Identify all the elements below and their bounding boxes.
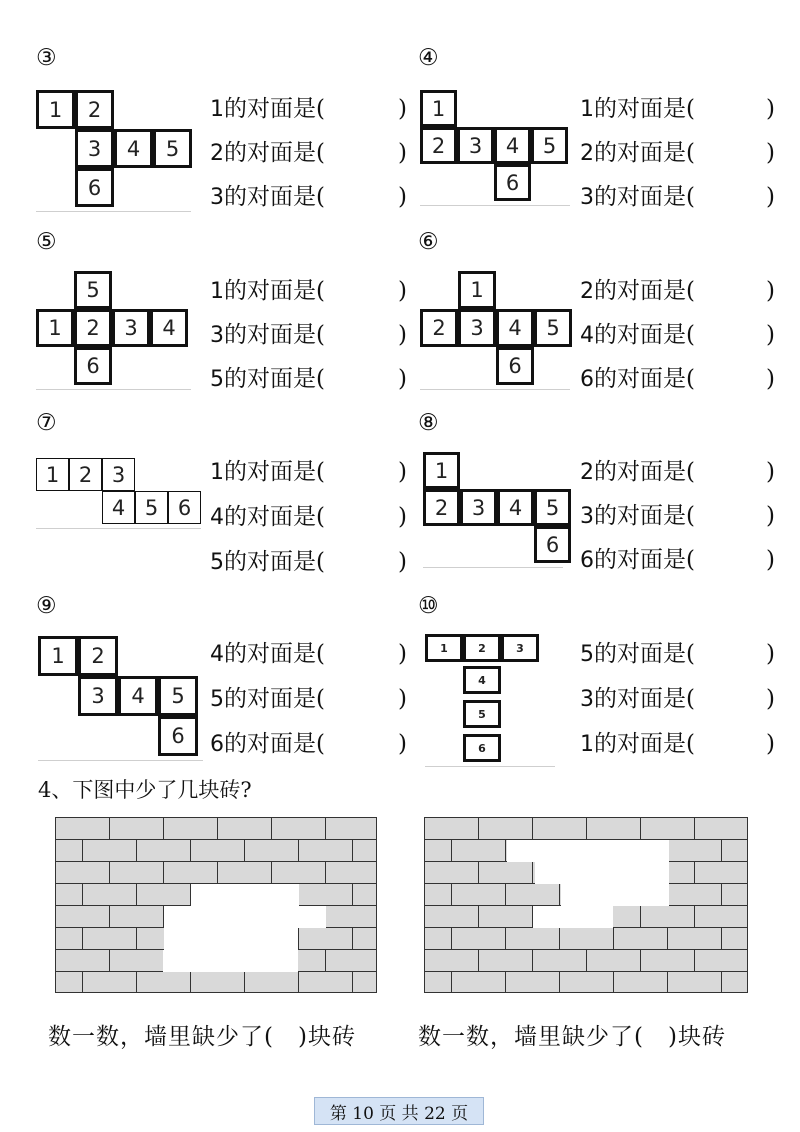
net-baseline (36, 528, 201, 529)
net-face: 2 (75, 90, 114, 129)
net-face: 6 (494, 164, 531, 201)
answer-blank-close[interactable]: ) (766, 322, 775, 348)
brick (722, 972, 748, 993)
question-text: 的对面是( (224, 504, 325, 530)
question-row (210, 549, 325, 576)
net-baseline (36, 211, 191, 212)
net-face: 6 (74, 347, 112, 385)
brick (641, 906, 695, 928)
face-number: 3 (580, 185, 594, 210)
net-face: 3 (460, 489, 497, 526)
brick (326, 950, 377, 972)
net-face: 1 (36, 90, 75, 129)
missing-bricks-gap (507, 840, 669, 862)
net-face: 3 (112, 309, 150, 347)
question-row (210, 366, 325, 393)
net-face: 3 (457, 127, 494, 164)
face-number: 2 (580, 460, 594, 485)
net-face: 4 (463, 666, 501, 694)
question-row (580, 503, 695, 530)
question-text: 的对面是( (594, 184, 695, 210)
net-face: 1 (36, 309, 74, 347)
brick (641, 950, 695, 972)
net-face: 1 (458, 271, 496, 309)
question-text: 的对面是( (224, 731, 325, 757)
net-face: 4 (118, 676, 158, 716)
answer-blank-close[interactable]: ) (398, 641, 407, 667)
missing-bricks-gap (164, 928, 298, 950)
answer-blank-close[interactable]: ) (398, 278, 407, 304)
brick (83, 928, 137, 950)
answer-blank-close[interactable]: ) (398, 504, 407, 530)
brick (272, 862, 326, 884)
brick (506, 972, 560, 993)
brick (560, 972, 614, 993)
brick (452, 840, 506, 862)
question-row (210, 731, 325, 758)
question-row (580, 322, 695, 349)
brick (110, 862, 164, 884)
question-text: 的对面是( (224, 96, 325, 122)
face-number: 1 (580, 97, 594, 122)
brick (55, 884, 83, 906)
face-number: 1 (580, 732, 594, 757)
brick (353, 972, 377, 993)
question-row (580, 731, 695, 758)
net-face: 4 (102, 491, 135, 524)
missing-bricks-gap (191, 884, 299, 906)
brick (695, 862, 748, 884)
face-number: 2 (580, 141, 594, 166)
missing-bricks-gap (533, 906, 613, 928)
brick (299, 840, 353, 862)
brick (110, 950, 164, 972)
question-row (210, 184, 325, 211)
brick (587, 818, 641, 840)
net-face: 1 (423, 452, 460, 489)
question-row (580, 366, 695, 393)
brick (353, 840, 377, 862)
face-number: 5 (580, 642, 594, 667)
wall-left-prompt: 数一数，墙里缺少了( )块砖 (48, 1024, 356, 1050)
brick (83, 840, 137, 862)
net-face: 3 (78, 676, 118, 716)
brick-wall-right (424, 817, 748, 993)
brick (137, 884, 191, 906)
brick (191, 840, 245, 862)
answer-blank-close[interactable]: ) (766, 731, 775, 757)
brick (668, 884, 722, 906)
brick (326, 818, 377, 840)
net-face: 6 (496, 347, 534, 385)
brick (614, 972, 668, 993)
face-number: 1 (210, 97, 224, 122)
brick (425, 950, 479, 972)
question-text: 的对面是( (594, 547, 695, 573)
question-row (210, 96, 325, 123)
brick (56, 950, 110, 972)
brick (110, 906, 164, 928)
brick (668, 928, 722, 950)
brick (479, 906, 533, 928)
net-face: 6 (534, 526, 571, 563)
answer-blank-close[interactable]: ) (398, 96, 407, 122)
missing-bricks-gap (535, 862, 669, 884)
missing-bricks-gap (164, 906, 326, 928)
question-row (580, 96, 695, 123)
net-face: 2 (420, 127, 457, 164)
answer-blank-close[interactable]: ) (766, 96, 775, 122)
net-face: 3 (458, 309, 496, 347)
problem-number-p5: ⑤ (36, 229, 57, 255)
brick (110, 818, 164, 840)
face-number: 2 (580, 279, 594, 304)
face-number: 5 (210, 550, 224, 575)
brick (218, 862, 272, 884)
question-text: 的对面是( (224, 686, 325, 712)
section-4-title: 4、下图中少了几块砖? (38, 778, 252, 802)
face-number: 1 (210, 279, 224, 304)
answer-blank-close[interactable]: ) (766, 686, 775, 712)
brick (424, 884, 452, 906)
question-text: 的对面是( (224, 459, 325, 485)
brick (452, 928, 506, 950)
answer-blank-close[interactable]: ) (766, 366, 775, 392)
brick (218, 818, 272, 840)
question-text: 的对面是( (224, 140, 325, 166)
question-row (210, 504, 325, 531)
question-text: 的对面是( (594, 459, 695, 485)
question-text: 的对面是( (594, 686, 695, 712)
brick (424, 840, 452, 862)
brick (326, 862, 377, 884)
missing-bricks-gap (561, 884, 669, 906)
question-text: 的对面是( (224, 641, 325, 667)
problem-number-p7: ⑦ (36, 410, 57, 436)
net-face: 4 (150, 309, 188, 347)
answer-blank-close[interactable]: ) (398, 731, 407, 757)
net-baseline (38, 760, 203, 761)
net-face: 1 (420, 90, 457, 127)
net-face: 2 (69, 458, 102, 491)
brick (272, 818, 326, 840)
brick (83, 972, 137, 993)
brick (479, 862, 533, 884)
brick (587, 950, 641, 972)
net-face: 3 (75, 129, 114, 168)
net-baseline (36, 389, 191, 390)
brick (479, 950, 533, 972)
face-number: 4 (580, 323, 594, 348)
face-number: 4 (210, 642, 224, 667)
answer-blank-close[interactable]: ) (398, 322, 407, 348)
net-face: 6 (168, 491, 201, 524)
brick (506, 884, 560, 906)
answer-blank-close[interactable]: ) (398, 549, 407, 575)
net-face: 2 (463, 634, 501, 662)
brick (425, 862, 479, 884)
answer-blank-close[interactable]: ) (398, 459, 407, 485)
question-text: 的对面是( (224, 549, 325, 575)
face-number: 2 (210, 141, 224, 166)
question-text: 的对面是( (594, 322, 695, 348)
brick (245, 972, 299, 993)
answer-blank-close[interactable]: ) (766, 459, 775, 485)
answer-blank-close[interactable]: ) (766, 278, 775, 304)
answer-blank-close[interactable]: ) (766, 184, 775, 210)
net-face: 6 (158, 716, 198, 756)
net-face: 2 (420, 309, 458, 347)
question-text: 的对面是( (594, 278, 695, 304)
question-text: 的对面是( (224, 366, 325, 392)
brick (424, 972, 452, 993)
brick (722, 884, 748, 906)
question-row (210, 641, 325, 668)
question-row (210, 459, 325, 486)
face-number: 6 (210, 732, 224, 757)
question-row (580, 140, 695, 167)
brick (722, 928, 748, 950)
answer-blank-close[interactable]: ) (398, 686, 407, 712)
brick (506, 928, 560, 950)
brick (452, 972, 506, 993)
brick (326, 906, 377, 928)
net-face: 5 (158, 676, 198, 716)
brick-wall-left (55, 817, 377, 993)
face-number: 3 (210, 185, 224, 210)
question-row (580, 278, 695, 305)
brick (425, 906, 479, 928)
brick (191, 972, 245, 993)
question-text: 的对面是( (594, 641, 695, 667)
brick (137, 972, 191, 993)
brick (55, 928, 83, 950)
net-face: 1 (425, 634, 463, 662)
face-number: 6 (580, 367, 594, 392)
problem-number-p8: ⑧ (418, 410, 439, 436)
brick (353, 884, 377, 906)
net-face: 1 (38, 636, 78, 676)
question-row (580, 184, 695, 211)
question-row (210, 322, 325, 349)
brick (299, 972, 353, 993)
brick (452, 884, 506, 906)
answer-blank-close[interactable]: ) (766, 140, 775, 166)
net-baseline (425, 766, 555, 767)
question-text: 的对面是( (224, 278, 325, 304)
net-face: 2 (74, 309, 112, 347)
problem-number-p4: ④ (418, 45, 439, 71)
brick (299, 884, 353, 906)
brick (668, 840, 722, 862)
answer-blank-close[interactable]: ) (766, 503, 775, 529)
question-row (210, 140, 325, 167)
face-number: 3 (580, 504, 594, 529)
question-text: 的对面是( (224, 322, 325, 348)
answer-blank-close[interactable]: ) (766, 641, 775, 667)
brick (245, 840, 299, 862)
net-face: 5 (135, 491, 168, 524)
question-row (580, 459, 695, 486)
brick (424, 928, 452, 950)
brick (695, 818, 748, 840)
answer-blank-close[interactable]: ) (766, 547, 775, 573)
net-face: 3 (102, 458, 135, 491)
net-face: 5 (74, 271, 112, 309)
brick (55, 840, 83, 862)
net-face: 4 (494, 127, 531, 164)
wall-right-prompt: 数一数，墙里缺少了( )块砖 (418, 1024, 726, 1050)
net-face: 2 (423, 489, 460, 526)
face-number: 1 (210, 460, 224, 485)
problem-number-p10: ⑩ (418, 593, 439, 619)
brick (137, 840, 191, 862)
question-text: 的对面是( (594, 366, 695, 392)
face-number: 5 (210, 687, 224, 712)
net-face: 5 (153, 129, 192, 168)
brick (164, 818, 218, 840)
net-face: 6 (463, 734, 501, 762)
question-row (580, 686, 695, 713)
net-face: 6 (75, 168, 114, 207)
net-face: 4 (496, 309, 534, 347)
brick (533, 818, 587, 840)
face-number: 5 (210, 367, 224, 392)
net-face: 4 (114, 129, 153, 168)
net-face: 2 (78, 636, 118, 676)
brick (55, 972, 83, 993)
question-text: 的对面是( (594, 503, 695, 529)
net-face: 5 (531, 127, 568, 164)
brick (56, 862, 110, 884)
net-face: 5 (463, 700, 501, 728)
brick (641, 818, 695, 840)
face-number: 3 (210, 323, 224, 348)
question-text: 的对面是( (224, 184, 325, 210)
net-face: 3 (501, 634, 539, 662)
net-face: 5 (534, 489, 571, 526)
net-baseline (420, 389, 570, 390)
question-row (580, 641, 695, 668)
brick (695, 906, 748, 928)
brick (425, 818, 479, 840)
brick (695, 950, 748, 972)
problem-number-p3: ③ (36, 45, 57, 71)
brick (164, 862, 218, 884)
answer-blank-close[interactable]: ) (398, 366, 407, 392)
net-face: 5 (534, 309, 572, 347)
net-face: 1 (36, 458, 69, 491)
face-number: 4 (210, 505, 224, 530)
answer-blank-close[interactable]: ) (398, 184, 407, 210)
question-row (210, 278, 325, 305)
net-face: 4 (497, 489, 534, 526)
brick (479, 818, 533, 840)
face-number: 6 (580, 548, 594, 573)
brick (56, 818, 110, 840)
page-footer: 第 10 页 共 22 页 (314, 1097, 484, 1125)
face-number: 3 (580, 687, 594, 712)
brick (299, 928, 353, 950)
brick (56, 906, 110, 928)
brick (83, 884, 137, 906)
brick (614, 928, 668, 950)
net-baseline (423, 567, 563, 568)
question-row (210, 686, 325, 713)
question-text: 的对面是( (594, 731, 695, 757)
missing-bricks-gap (163, 950, 298, 972)
brick (722, 840, 748, 862)
brick (560, 928, 614, 950)
problem-number-p9: ⑨ (36, 593, 57, 619)
question-text: 的对面是( (594, 96, 695, 122)
brick (668, 972, 722, 993)
brick (533, 950, 587, 972)
brick (353, 928, 377, 950)
answer-blank-close[interactable]: ) (398, 140, 407, 166)
problem-number-p6: ⑥ (418, 229, 439, 255)
question-row (580, 547, 695, 574)
net-baseline (420, 205, 570, 206)
question-text: 的对面是( (594, 140, 695, 166)
